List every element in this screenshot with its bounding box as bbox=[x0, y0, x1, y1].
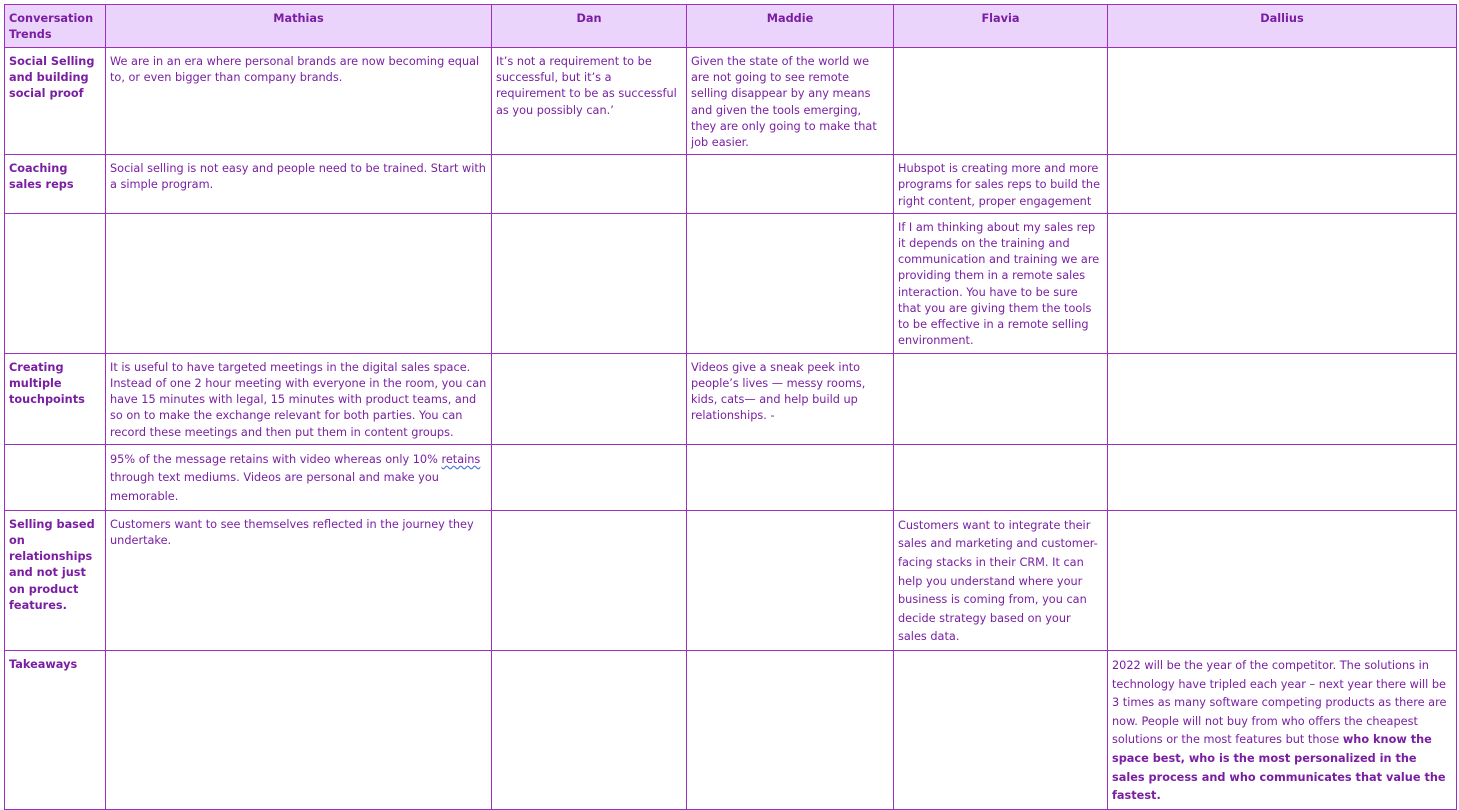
table-row bbox=[5, 651, 1457, 810]
cell-flavia[interactable] bbox=[894, 444, 1108, 510]
table-row bbox=[5, 213, 1457, 353]
topic-cell[interactable]: Social Selling and building social proof bbox=[5, 48, 106, 155]
table-row bbox=[5, 353, 1457, 444]
cell-dan[interactable] bbox=[492, 213, 687, 353]
cell-flavia[interactable] bbox=[894, 353, 1108, 444]
cell-dan[interactable] bbox=[492, 510, 687, 650]
topic-cell[interactable]: Creating multiple touchpoints bbox=[5, 353, 106, 444]
header-dallius[interactable]: Dallius bbox=[1108, 5, 1457, 48]
cell-dan[interactable]: It’s not a requirement to be successful, but it’s a requirement to be as successful as you possibly can.’ bbox=[492, 48, 687, 155]
cell-dallius[interactable] bbox=[1108, 213, 1457, 353]
cell-flavia[interactable] bbox=[894, 48, 1108, 155]
cell-text: 95% of the message retains with video whereas only 10% bbox=[110, 452, 442, 466]
cell-maddie[interactable] bbox=[687, 510, 894, 650]
cell-mathias[interactable]: Social selling is not easy and people need to be trained. Start with a simple program. bbox=[106, 155, 492, 214]
cell-mathias[interactable] bbox=[106, 213, 492, 353]
table-row bbox=[5, 444, 1457, 510]
cell-maddie[interactable]: Videos give a sneak peek into people’s lives — messy rooms, kids, cats— and help build up relationships. - bbox=[687, 353, 894, 444]
cell-dan[interactable] bbox=[492, 155, 687, 214]
cell-dallius[interactable] bbox=[1108, 651, 1457, 810]
table-row bbox=[5, 510, 1457, 650]
cell-maddie[interactable]: Given the state of the world we are not going to see remote selling disappear by any means and given the tools emerging, they are only going to make that job easier. bbox=[687, 48, 894, 155]
cell-dan[interactable] bbox=[492, 651, 687, 810]
cell-dallius[interactable] bbox=[1108, 155, 1457, 214]
header-trends[interactable]: Conversation Trends bbox=[5, 5, 106, 48]
cell-dallius[interactable] bbox=[1108, 48, 1457, 155]
topic-cell[interactable] bbox=[5, 213, 106, 353]
cell-maddie[interactable] bbox=[687, 213, 894, 353]
spellcheck-word: retains bbox=[441, 452, 481, 466]
cell-maddie[interactable] bbox=[687, 651, 894, 810]
cell-mathias[interactable]: Customers want to see themselves reflected in the journey they undertake. bbox=[106, 510, 492, 650]
header-dan[interactable]: Dan bbox=[492, 5, 687, 48]
topic-cell[interactable]: Selling based on relationships and not just on product features. bbox=[5, 510, 106, 650]
cell-dallius[interactable] bbox=[1108, 444, 1457, 510]
cell-mathias[interactable] bbox=[106, 651, 492, 810]
cell-maddie[interactable] bbox=[687, 155, 894, 214]
cell-mathias[interactable] bbox=[106, 444, 492, 510]
cell-flavia[interactable]: If I am thinking about my sales rep it depends on the training and communication and training we are providing them in a remote sales interaction. You have to be sure that you are giving them the tools to be effective in a remote selling environment. bbox=[894, 213, 1108, 353]
cell-text: through text mediums. Videos are personal and make you memorable. bbox=[110, 471, 439, 504]
header-flavia[interactable]: Flavia bbox=[894, 5, 1108, 48]
topic-cell[interactable] bbox=[5, 444, 106, 510]
table-row bbox=[5, 155, 1457, 214]
cell-maddie[interactable] bbox=[687, 444, 894, 510]
cell-mathias[interactable]: It is useful to have targeted meetings in the digital sales space. Instead of one 2 hour meeting with everyone in the room, you can have 15 minutes with legal, 15 minutes with product teams, and so on to make the exchange relevant for both parties. You can record these meetings and then put them in content groups. bbox=[106, 353, 492, 444]
cell-bold-text: who know the space best, who is the most personalized in the sales process and who communicates that value the fastest. bbox=[1112, 733, 1446, 803]
cell-flavia[interactable]: Hubspot is creating more and more programs for sales reps to build the right content, proper engagement bbox=[894, 155, 1108, 214]
header-row bbox=[5, 5, 1457, 48]
cell-flavia[interactable] bbox=[894, 651, 1108, 810]
cell-dan[interactable] bbox=[492, 444, 687, 510]
header-maddie[interactable]: Maddie bbox=[687, 5, 894, 48]
conversation-trends-table bbox=[4, 4, 1457, 810]
topic-cell[interactable]: Takeaways bbox=[5, 651, 106, 810]
cell-dan[interactable] bbox=[492, 353, 687, 444]
cell-text: 2022 will be the year of the competitor. The solutions in technology have tripled each year – next year there will be 3 times as many software competing products as there are now. People will not buy from who offers the cheapest solutions or the most features but those bbox=[1112, 659, 1447, 747]
header-mathias[interactable]: Mathias bbox=[106, 5, 492, 48]
cell-mathias[interactable]: We are in an era where personal brands are now becoming equal to, or even bigger than company brands. bbox=[106, 48, 492, 155]
topic-cell[interactable]: Coaching sales reps bbox=[5, 155, 106, 214]
cell-flavia[interactable]: Customers want to integrate their sales and marketing and customer-facing stacks in their CRM. It can help you understand where your business is coming from, you can decide strategy based on your sales data. bbox=[894, 510, 1108, 650]
table-row bbox=[5, 48, 1457, 155]
cell-dallius[interactable] bbox=[1108, 510, 1457, 650]
cell-dallius[interactable] bbox=[1108, 353, 1457, 444]
